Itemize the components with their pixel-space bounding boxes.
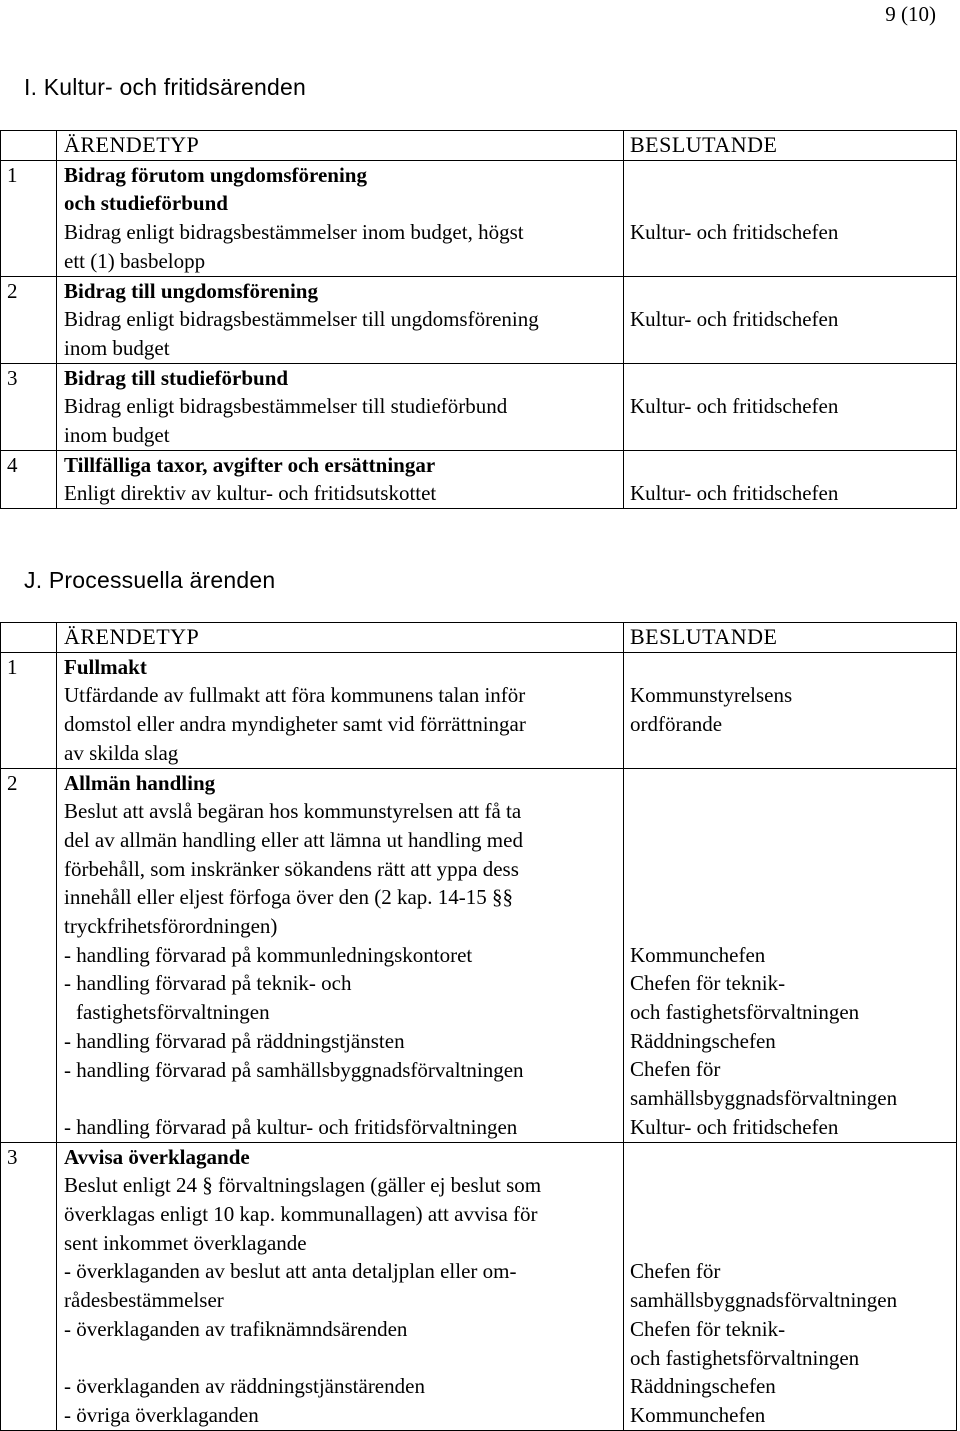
case-description: Beslut att avslå begäran hos kommunstyrelsen att få ta <box>64 799 522 824</box>
decider-text: Kultur- och fritidschefen <box>630 394 839 419</box>
decider-text: Chefen för teknik- <box>630 1316 786 1341</box>
decider-cell <box>623 161 957 277</box>
case-type-cell <box>56 769 623 1143</box>
sub-item: rådesbestämmelser <box>64 1288 224 1313</box>
case-description: sent inkommet överklagande <box>64 1230 307 1255</box>
case-type-cell <box>56 161 623 277</box>
case-title: och studieförbund <box>64 191 228 216</box>
decider-text: Kultur- och fritidschefen <box>630 481 839 506</box>
row-number: 2 <box>0 769 56 1143</box>
case-type-cell <box>56 653 623 769</box>
decider-text: Chefen för teknik- <box>630 971 786 996</box>
case-description: Bidrag enligt bidragsbestämmelser till studieförbund <box>64 394 508 419</box>
processuella-delegation-table <box>0 622 957 1431</box>
case-description: Bidrag enligt bidragsbestämmelser till ungdomsförening <box>64 307 539 332</box>
row-number: 4 <box>0 451 56 509</box>
decider-text: och fastighetsförvaltningen <box>630 1345 860 1370</box>
decider-text: Kultur- och fritidschefen <box>630 1114 839 1139</box>
header-num-cell <box>0 623 56 653</box>
case-title: Allmän handling <box>64 770 216 795</box>
column-header-beslutande: BESLUTANDE <box>623 131 957 161</box>
case-description: inom budget <box>64 335 170 360</box>
case-description: av skilda slag <box>64 740 179 765</box>
case-title: Bidrag förutom ungdomsförening <box>64 162 367 187</box>
case-description: överklagas enligt 10 kap. kommunallagen) att avvisa för <box>64 1202 538 1227</box>
decider-cell <box>623 277 957 364</box>
section-heading-kultur: I. Kultur- och fritidsärenden <box>24 74 306 100</box>
row-number: 3 <box>0 1143 56 1431</box>
case-description: Beslut enligt 24 § förvaltningslagen (gäller ej beslut som <box>64 1173 542 1198</box>
decider-text: Räddningschefen <box>630 1374 776 1399</box>
case-description: förbehåll, som inskränker sökandens rätt att yppa dess <box>64 856 519 881</box>
decider-text: Kommunchefen <box>630 942 766 967</box>
row-number: 1 <box>0 161 56 277</box>
row-number: 3 <box>0 364 56 451</box>
case-title: Bidrag till studieförbund <box>64 365 289 390</box>
sub-item: - handling förvarad på kultur- och fritidsförvaltningen <box>64 1114 518 1139</box>
case-description: inom budget <box>64 423 170 448</box>
case-type-cell <box>56 1143 623 1431</box>
sub-item: - överklaganden av beslut att anta detaljplan eller om- <box>64 1259 517 1284</box>
header-num-cell <box>0 131 56 161</box>
decider-text: och fastighetsförvaltningen <box>630 1000 860 1025</box>
column-header-beslutande: BESLUTANDE <box>623 623 957 653</box>
decider-cell <box>623 1143 957 1431</box>
case-description: innehåll eller eljest förfoga över den (2 kap. 14-15 §§ <box>64 885 514 910</box>
decider-text: Chefen för <box>630 1259 721 1284</box>
decider-text: Kultur- och fritidschefen <box>630 307 839 332</box>
case-description: del av allmän handling eller att lämna ut handling med <box>64 827 523 852</box>
case-type-cell <box>56 277 623 364</box>
sub-item: - handling förvarad på kommunledningskontoret <box>64 942 473 967</box>
section-heading-processuella: J. Processuella ärenden <box>24 567 276 593</box>
column-header-arendetyp: ÄRENDETYP <box>56 131 623 161</box>
case-title: Tillfälliga taxor, avgifter och ersättningar <box>64 452 436 477</box>
case-type-cell <box>56 364 623 451</box>
kultur-delegation-table <box>0 130 957 509</box>
sub-item: - övriga överklaganden <box>64 1402 259 1427</box>
case-description: tryckfrihetsförordningen) <box>64 914 278 939</box>
decider-cell <box>623 653 957 769</box>
decider-text: samhällsbyggnadsförvaltningen <box>630 1086 898 1111</box>
case-description: Enligt direktiv av kultur- och fritidsutskottet <box>64 481 437 506</box>
decider-cell <box>623 451 957 509</box>
decider-text: ordförande <box>630 712 723 737</box>
case-description: Utfärdande av fullmakt att föra kommunens talan inför <box>64 683 526 708</box>
case-title: Bidrag till ungdomsförening <box>64 278 318 303</box>
decider-cell <box>623 769 957 1143</box>
decider-text: Kommunstyrelsens <box>630 683 793 708</box>
decider-text: samhällsbyggnadsförvaltningen <box>630 1288 898 1313</box>
case-title: Avvisa överklagande <box>64 1144 250 1169</box>
decider-text: Chefen för <box>630 1057 721 1082</box>
column-header-arendetyp: ÄRENDETYP <box>56 623 623 653</box>
row-number: 1 <box>0 653 56 769</box>
case-description: Bidrag enligt bidragsbestämmelser inom budget, högst <box>64 220 524 245</box>
decider-text: Räddningschefen <box>630 1028 776 1053</box>
sub-item: - överklaganden av räddningstjänstärenden <box>64 1374 425 1399</box>
decider-cell <box>623 364 957 451</box>
sub-item: - handling förvarad på teknik- och <box>64 971 352 996</box>
decider-text: Kultur- och fritidschefen <box>630 220 839 245</box>
row-number: 2 <box>0 277 56 364</box>
sub-item: fastighetsförvaltningen <box>76 1000 270 1025</box>
decider-text: Kommunchefen <box>630 1402 766 1427</box>
sub-item: - handling förvarad på räddningstjänsten <box>64 1028 405 1053</box>
case-description: ett (1) basbelopp <box>64 248 206 273</box>
case-description: domstol eller andra myndigheter samt vid förrättningar <box>64 712 526 737</box>
case-type-cell <box>56 451 623 509</box>
page-number: 9 (10) <box>885 2 936 26</box>
case-title: Fullmakt <box>64 654 147 679</box>
sub-item: - handling förvarad på samhällsbyggnadsförvaltningen <box>64 1057 524 1082</box>
sub-item: - överklaganden av trafiknämndsärenden <box>64 1316 408 1341</box>
